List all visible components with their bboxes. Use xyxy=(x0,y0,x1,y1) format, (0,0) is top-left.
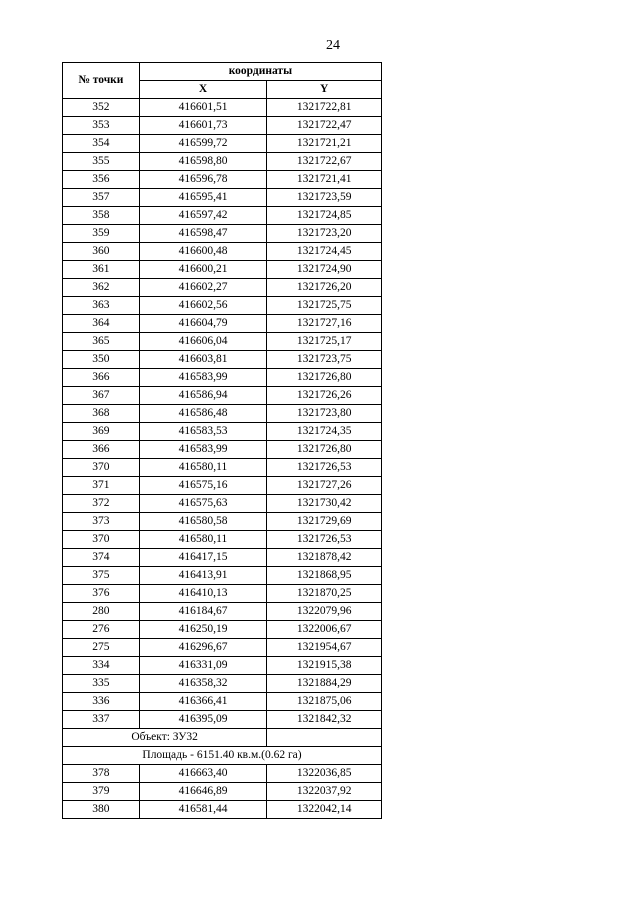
x-coordinate-cell: 416598,80 xyxy=(139,153,267,171)
point-number-cell: 369 xyxy=(63,423,140,441)
x-coordinate-cell: 416417,15 xyxy=(139,549,267,567)
point-number-cell: 372 xyxy=(63,495,140,513)
x-coordinate-cell: 416331,09 xyxy=(139,657,267,675)
y-coordinate-cell: 1322042,14 xyxy=(267,801,382,819)
point-number-cell: 275 xyxy=(63,639,140,657)
point-number-cell: 370 xyxy=(63,459,140,477)
x-coordinate-cell: 416358,32 xyxy=(139,675,267,693)
x-coordinate-cell: 416596,78 xyxy=(139,171,267,189)
table-row xyxy=(63,243,382,261)
table-header xyxy=(63,63,382,99)
table-row xyxy=(63,135,382,153)
x-coordinate-cell: 416598,47 xyxy=(139,225,267,243)
x-coordinate-cell: 416586,94 xyxy=(139,387,267,405)
table-row xyxy=(63,603,382,621)
x-coordinate-cell: 416586,48 xyxy=(139,405,267,423)
point-number-cell: 350 xyxy=(63,351,140,369)
table-row xyxy=(63,657,382,675)
table-row xyxy=(63,99,382,117)
x-coordinate-cell: 416595,41 xyxy=(139,189,267,207)
table-row xyxy=(63,801,382,819)
table-row xyxy=(63,423,382,441)
table-row xyxy=(63,225,382,243)
x-coordinate-cell: 416599,72 xyxy=(139,135,267,153)
x-coordinate-cell: 416601,73 xyxy=(139,117,267,135)
y-coordinate-cell: 1321723,80 xyxy=(267,405,382,423)
point-number-cell: 375 xyxy=(63,567,140,585)
table-body xyxy=(63,99,382,819)
point-number-cell: 360 xyxy=(63,243,140,261)
point-number-cell: 365 xyxy=(63,333,140,351)
area-label: Площадь - 6151.40 кв.м.(0.62 га) xyxy=(63,747,382,765)
point-number-cell: 379 xyxy=(63,783,140,801)
y-coordinate-cell: 1321726,53 xyxy=(267,531,382,549)
y-coordinate-cell: 1321723,75 xyxy=(267,351,382,369)
point-number-cell: 368 xyxy=(63,405,140,423)
table-row xyxy=(63,477,382,495)
y-coordinate-cell: 1321884,29 xyxy=(267,675,382,693)
x-coordinate-cell: 416663,40 xyxy=(139,765,267,783)
x-coordinate-cell: 416575,63 xyxy=(139,495,267,513)
x-coordinate-cell: 416580,11 xyxy=(139,459,267,477)
x-coordinate-cell: 416646,89 xyxy=(139,783,267,801)
x-coordinate-cell: 416603,81 xyxy=(139,351,267,369)
y-coordinate-cell: 1321726,20 xyxy=(267,279,382,297)
coordinates-header: координаты xyxy=(139,63,381,81)
point-number-cell: 374 xyxy=(63,549,140,567)
y-coordinate-cell: 1321875,06 xyxy=(267,693,382,711)
y-coordinate-cell: 1321726,80 xyxy=(267,369,382,387)
table-row xyxy=(63,387,382,405)
point-number-cell: 276 xyxy=(63,621,140,639)
point-number-cell: 353 xyxy=(63,117,140,135)
table-row xyxy=(63,369,382,387)
table-row xyxy=(63,675,382,693)
object-label: Объект: ЗУ32 xyxy=(63,729,267,747)
table-row xyxy=(63,405,382,423)
table-row xyxy=(63,585,382,603)
x-coordinate-cell: 416583,99 xyxy=(139,441,267,459)
y-coordinate-cell: 1321725,17 xyxy=(267,333,382,351)
point-number-cell: 358 xyxy=(63,207,140,225)
y-coordinate-cell: 1321954,67 xyxy=(267,639,382,657)
x-coordinate-cell: 416413,91 xyxy=(139,567,267,585)
y-coordinate-cell: 1322036,85 xyxy=(267,765,382,783)
point-number-cell: 352 xyxy=(63,99,140,117)
table-row xyxy=(63,783,382,801)
point-number-header: № точки xyxy=(63,63,140,99)
table-row xyxy=(63,567,382,585)
y-coordinate-cell: 1322006,67 xyxy=(267,621,382,639)
x-coordinate-cell: 416606,04 xyxy=(139,333,267,351)
y-coordinate-cell: 1321729,69 xyxy=(267,513,382,531)
table-row xyxy=(63,279,382,297)
x-coordinate-cell: 416395,09 xyxy=(139,711,267,729)
point-number-cell: 334 xyxy=(63,657,140,675)
table-row xyxy=(63,441,382,459)
point-number-cell: 376 xyxy=(63,585,140,603)
table-row xyxy=(63,765,382,783)
x-coordinate-cell: 416575,16 xyxy=(139,477,267,495)
point-number-cell: 367 xyxy=(63,387,140,405)
point-number-cell: 373 xyxy=(63,513,140,531)
x-coordinate-cell: 416583,99 xyxy=(139,369,267,387)
table-row xyxy=(63,315,382,333)
x-coordinate-cell: 416580,58 xyxy=(139,513,267,531)
x-header: X xyxy=(139,81,267,99)
x-coordinate-cell: 416410,13 xyxy=(139,585,267,603)
y-coordinate-cell: 1322037,92 xyxy=(267,783,382,801)
area-row xyxy=(63,747,382,765)
y-coordinate-cell: 1321721,41 xyxy=(267,171,382,189)
table-row xyxy=(63,459,382,477)
table-row xyxy=(63,153,382,171)
point-number-cell: 337 xyxy=(63,711,140,729)
x-coordinate-cell: 416581,44 xyxy=(139,801,267,819)
y-coordinate-cell: 1321722,81 xyxy=(267,99,382,117)
x-coordinate-cell: 416602,56 xyxy=(139,297,267,315)
y-coordinate-cell: 1321870,25 xyxy=(267,585,382,603)
table-row xyxy=(63,621,382,639)
y-coordinate-cell: 1321723,20 xyxy=(267,225,382,243)
point-number-cell: 366 xyxy=(63,441,140,459)
point-number-cell: 362 xyxy=(63,279,140,297)
empty-cell xyxy=(267,729,382,747)
point-number-cell: 354 xyxy=(63,135,140,153)
point-number-cell: 371 xyxy=(63,477,140,495)
page-number: 24 xyxy=(326,38,340,53)
point-number-cell: 355 xyxy=(63,153,140,171)
y-coordinate-cell: 1322079,96 xyxy=(267,603,382,621)
point-number-cell: 336 xyxy=(63,693,140,711)
table-row xyxy=(63,495,382,513)
table-row xyxy=(63,513,382,531)
y-coordinate-cell: 1321724,85 xyxy=(267,207,382,225)
point-number-cell: 357 xyxy=(63,189,140,207)
y-coordinate-cell: 1321725,75 xyxy=(267,297,382,315)
point-number-cell: 378 xyxy=(63,765,140,783)
y-coordinate-cell: 1321868,95 xyxy=(267,567,382,585)
x-coordinate-cell: 416602,27 xyxy=(139,279,267,297)
y-coordinate-cell: 1321726,26 xyxy=(267,387,382,405)
y-coordinate-cell: 1321727,26 xyxy=(267,477,382,495)
point-number-cell: 370 xyxy=(63,531,140,549)
x-coordinate-cell: 416296,67 xyxy=(139,639,267,657)
table-row xyxy=(63,207,382,225)
y-coordinate-cell: 1321723,59 xyxy=(267,189,382,207)
y-coordinate-cell: 1321726,53 xyxy=(267,459,382,477)
y-coordinate-cell: 1321724,45 xyxy=(267,243,382,261)
table-row xyxy=(63,531,382,549)
table-row xyxy=(63,333,382,351)
point-number-cell: 335 xyxy=(63,675,140,693)
point-number-cell: 361 xyxy=(63,261,140,279)
point-number-cell: 359 xyxy=(63,225,140,243)
table-row xyxy=(63,711,382,729)
point-number-cell: 366 xyxy=(63,369,140,387)
table-row xyxy=(63,297,382,315)
x-coordinate-cell: 416600,21 xyxy=(139,261,267,279)
y-coordinate-cell: 1321724,90 xyxy=(267,261,382,279)
point-number-cell: 356 xyxy=(63,171,140,189)
x-coordinate-cell: 416597,42 xyxy=(139,207,267,225)
table-row xyxy=(63,117,382,135)
table-row xyxy=(63,351,382,369)
x-coordinate-cell: 416184,67 xyxy=(139,603,267,621)
table-row xyxy=(63,693,382,711)
y-coordinate-cell: 1321722,67 xyxy=(267,153,382,171)
coordinates-table xyxy=(62,62,382,819)
point-number-cell: 363 xyxy=(63,297,140,315)
y-coordinate-cell: 1321842,32 xyxy=(267,711,382,729)
x-coordinate-cell: 416583,53 xyxy=(139,423,267,441)
table-row xyxy=(63,171,382,189)
point-number-cell: 280 xyxy=(63,603,140,621)
table-row xyxy=(63,639,382,657)
x-coordinate-cell: 416600,48 xyxy=(139,243,267,261)
y-header: Y xyxy=(267,81,382,99)
table-row xyxy=(63,549,382,567)
x-coordinate-cell: 416366,41 xyxy=(139,693,267,711)
x-coordinate-cell: 416250,19 xyxy=(139,621,267,639)
y-coordinate-cell: 1321726,80 xyxy=(267,441,382,459)
y-coordinate-cell: 1321915,38 xyxy=(267,657,382,675)
object-row xyxy=(63,729,382,747)
y-coordinate-cell: 1321724,35 xyxy=(267,423,382,441)
table-row xyxy=(63,189,382,207)
table-row xyxy=(63,261,382,279)
y-coordinate-cell: 1321878,42 xyxy=(267,549,382,567)
point-number-cell: 364 xyxy=(63,315,140,333)
x-coordinate-cell: 416604,79 xyxy=(139,315,267,333)
y-coordinate-cell: 1321722,47 xyxy=(267,117,382,135)
point-number-cell: 380 xyxy=(63,801,140,819)
y-coordinate-cell: 1321727,16 xyxy=(267,315,382,333)
y-coordinate-cell: 1321730,42 xyxy=(267,495,382,513)
y-coordinate-cell: 1321721,21 xyxy=(267,135,382,153)
x-coordinate-cell: 416601,51 xyxy=(139,99,267,117)
x-coordinate-cell: 416580,11 xyxy=(139,531,267,549)
